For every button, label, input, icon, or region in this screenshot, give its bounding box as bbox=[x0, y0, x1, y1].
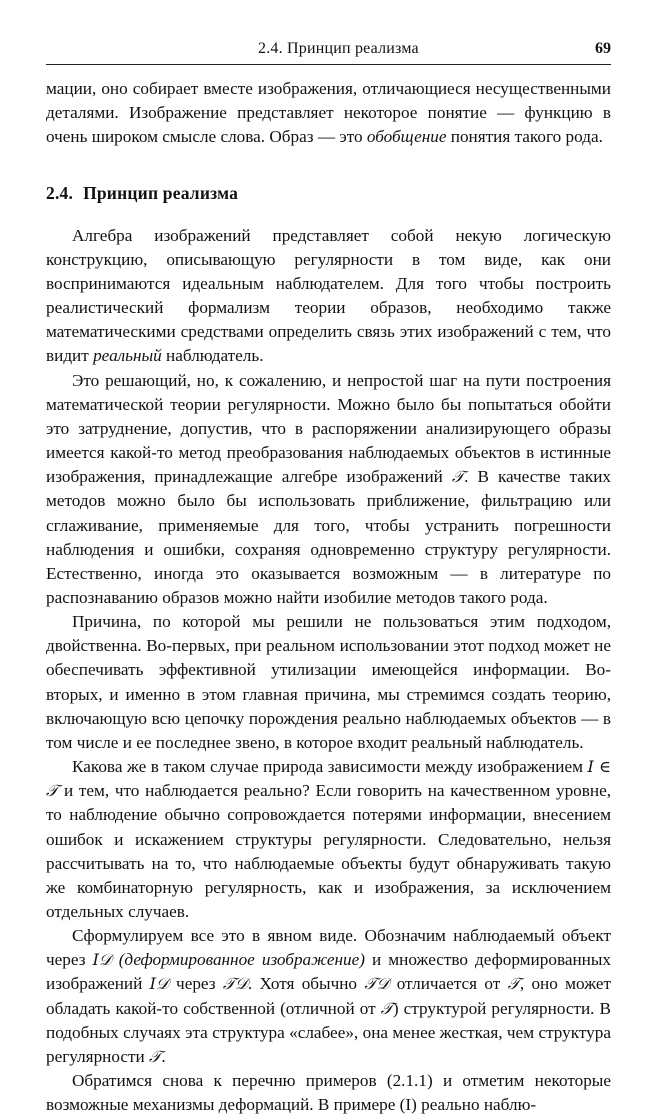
paragraph bbox=[46, 1069, 611, 1117]
text-run: понятия такого рода. bbox=[446, 127, 603, 147]
text-run: и множество деформированных изображений bbox=[46, 950, 612, 994]
text-run: Какова же в таком случае природа зависимости между изображением bbox=[72, 757, 588, 777]
text-run: Алгебра изображений представляет собой некую логическую конструкцию, описывающую регулярности в том виде, как они воспринимаются идеальным наблюдателем. Для того чтобы построить реалистический формализм теории образов, необходимо также математическими средствами определить связь этих изображений с тем, что видит bbox=[46, 225, 611, 366]
paragraph bbox=[46, 755, 611, 924]
paragraph-continued bbox=[46, 77, 611, 149]
emphasis-text: (деформированное изображение) bbox=[111, 950, 365, 970]
paragraph bbox=[46, 369, 611, 611]
text-run: через bbox=[168, 974, 223, 994]
page-number: 69 bbox=[595, 40, 611, 57]
text-run: , оно может обладать какой-то собственной (отличной от bbox=[46, 974, 611, 1018]
running-head bbox=[46, 38, 611, 65]
text-run: Это решающий, но, к сожалению, и непростой шаг на пути построения математической теории регулярности. Можно было бы попытаться обойти это затруднение, допустив, что в распоряжении анализирующего образы имеется какой-то метод преобразования наблюдаемых объектов в истинные изображения, принадлежащие алгебре изображений bbox=[46, 370, 611, 487]
math-symbol: 𝒯 bbox=[451, 467, 465, 487]
paragraph bbox=[46, 224, 611, 369]
text-run: ) структурой регулярности. В подобных случаях эта структура «слабее», она менее жесткая, чем структура регулярности bbox=[46, 998, 611, 1066]
text-run: наблюдатель. bbox=[161, 346, 264, 366]
running-head-title: 2.4. Принцип реализма bbox=[258, 40, 419, 57]
section-number: 2.4. bbox=[46, 183, 74, 204]
math-symbol: I𝒟 bbox=[92, 950, 112, 970]
emphasis-text: обобщение bbox=[366, 127, 447, 147]
math-symbol: 𝒯 bbox=[380, 998, 393, 1018]
paragraph bbox=[46, 924, 611, 1069]
text-run: . Хотя обычно bbox=[247, 974, 365, 994]
book-page bbox=[46, 38, 611, 1117]
emphasis-text: реальный bbox=[93, 346, 162, 366]
math-symbol: I𝒟 bbox=[149, 974, 169, 994]
math-symbol: 𝒯𝒟 bbox=[364, 974, 390, 994]
text-run: . bbox=[161, 1046, 166, 1066]
text-run: Причина, по которой мы решили не пользоваться этим подходом, двойственна. Во-первых, при реальном использовании этот подход может не обеспечивать эффективной утилизации имеющейся информации. Во-вторых, и именно в этом главная причина, мы стремимся создать теорию, включающую всю цепочку порождения реально наблюдаемых объектов — в том числе и ее последнее звено, в которое входит реальный наблюдатель. bbox=[46, 612, 611, 752]
paragraph bbox=[46, 610, 611, 755]
text-run: отличается от bbox=[389, 974, 508, 994]
math-symbol: 𝒯 bbox=[149, 1046, 162, 1066]
text-run: . В качестве таких методов можно было бы использовать приближение, фильтрацию или сглаживание, применяемые для того, чтобы устранить погрешности наблюдения и ошибки, сохраняя одновременно структуру регулярности. Естественно, иногда это оказывается возможным — в литературе по распознаванию образов можно найти изобилие методов такого рода. bbox=[46, 467, 611, 607]
math-symbol: I ∈ 𝒯 bbox=[46, 757, 612, 801]
text-run: Обратимся снова к перечню примеров (2.1.1) и отметим некоторые возможные механизмы деформаций. В примере (I) реально наблю- bbox=[46, 1071, 611, 1115]
text-run: и тем, что наблюдается реально? Если говорить на качественном уровне, то наблюдение обычно сопровождается потерями информации, внесением ошибок и искажением структуры регулярности. Следовательно, нельзя рассчитывать на то, что наблюдаемые объекты будут обнаруживать такую же комбинаторную регулярность, как и изображения, за исключением отдельных случаев. bbox=[46, 781, 611, 921]
math-symbol: 𝒯 bbox=[507, 974, 520, 994]
section-heading bbox=[46, 181, 611, 205]
math-symbol: 𝒯𝒟 bbox=[222, 974, 248, 994]
body-text bbox=[46, 77, 611, 1117]
text-run: мации, оно собирает вместе изображения, отличающиеся несущественными деталями. Изображение представляет некоторое понятие — функцию в очень широком смысле слова. Образ — это bbox=[46, 79, 611, 147]
section-title: Принцип реализма bbox=[83, 183, 239, 204]
text-run: Сформулируем все это в явном виде. Обозначим наблюдаемый объект через bbox=[46, 926, 611, 970]
